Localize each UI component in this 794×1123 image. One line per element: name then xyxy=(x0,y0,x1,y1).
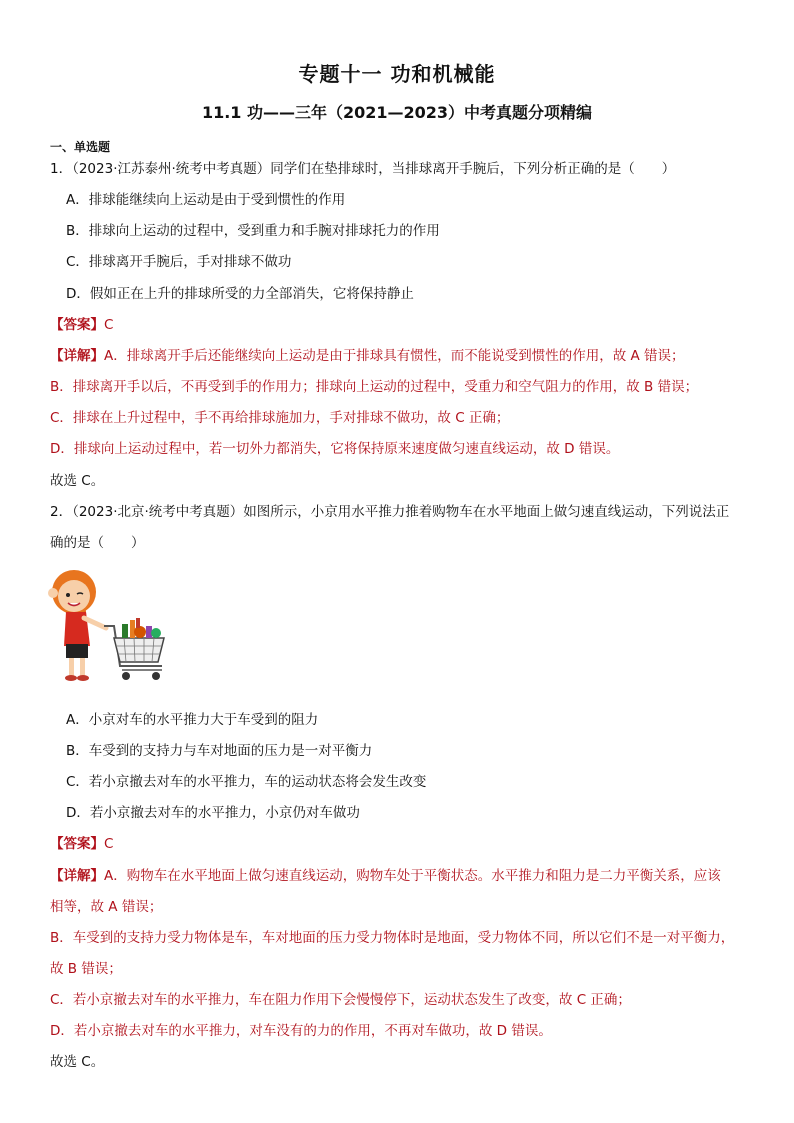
q2-stem-line-1: 2．（2023·北京·统考中考真题）如图所示，小京用水平推力推着购物车在水平地面上做匀速直线运动，下列说法正 xyxy=(50,504,730,520)
detail-text: A．排球离开手后还能继续向上运动是由于排球具有惯性，而不能说受到惯性的作用，故 A 错误； xyxy=(104,348,685,364)
q1-detail-line-1 xyxy=(50,347,685,365)
q2-option-c: C．若小京撤去对车的水平推力，车的运动状态将会发生改变 xyxy=(66,774,427,790)
q2-detail-line-6: D．若小京撤去对车的水平推力，对车没有的力的作用，不再对车做功，故 D 错误。 xyxy=(50,1023,552,1039)
q1-detail-line-3: C．排球在上升过程中，手不再给排球施加力，手对排球不做功，故 C 正确； xyxy=(50,410,510,426)
q1-option-d: D．假如正在上升的排球所受的力全部消失，它将保持静止 xyxy=(66,286,414,302)
answer-value: C xyxy=(104,317,114,333)
q1-option-b: B．排球向上运动的过程中，受到重力和手腕对排球托力的作用 xyxy=(66,223,440,239)
q2-detail-line-5: C．若小京撤去对车的水平推力，车在阻力作用下会慢慢停下，运动状态发生了改变，故 C 正确； xyxy=(50,992,631,1008)
q1-detail-line-4: D．排球向上运动过程中，若一切外力都消失，它将保持原来速度做匀速直线运动，故 D 错误。 xyxy=(50,441,620,457)
q1-answer xyxy=(50,316,113,334)
section-heading: 一、单选题 xyxy=(50,140,111,154)
q2-detail-line-4: 故 B 错误； xyxy=(50,961,122,977)
q2-option-b: B．车受到的支持力与车对地面的压力是一对平衡力 xyxy=(66,743,373,759)
detail-tag: 【详解】 xyxy=(50,348,104,364)
q2-option-d: D．若小京撤去对车的水平推力，小京仍对车做功 xyxy=(66,805,360,821)
girl-shopping-cart-illustration xyxy=(44,566,168,690)
q2-stem-line-2: 确的是（ ） xyxy=(50,535,145,551)
q2-detail-line-2: 相等，故 A 错误； xyxy=(50,899,163,915)
detail-text: A．购物车在水平地面上做匀速直线运动，购物车处于平衡状态。水平推力和阻力是二力平衡关系，应该 xyxy=(104,868,721,884)
q2-detail-line-3: B．车受到的支持力受力物体是车，车对地面的压力受力物体时是地面，受力物体不同，所以它们不是一对平衡力， xyxy=(50,930,735,946)
q2-detail-line-1 xyxy=(50,867,721,885)
q2-conclusion: 故选 C。 xyxy=(50,1054,105,1070)
q2-option-a: A．小京对车的水平推力大于车受到的阻力 xyxy=(66,712,319,728)
answer-tag: 【答案】 xyxy=(50,317,104,333)
detail-tag: 【详解】 xyxy=(50,868,104,884)
q1-stem: 1．（2023·江苏泰州·统考中考真题）同学们在垫排球时，当排球离开手腕后，下列分析正确的是（ ） xyxy=(50,161,676,177)
q1-option-c: C．排球离开手腕后，手对排球不做功 xyxy=(66,254,292,270)
q2-answer xyxy=(50,835,113,853)
q1-detail-line-2: B．排球离开手以后，不再受到手的作用力；排球向上运动的过程中，受重力和空气阻力的作用，故 B 错误； xyxy=(50,379,699,395)
q1-conclusion: 故选 C。 xyxy=(50,473,105,489)
page-subtitle: 11.1 功——三年（2021—2023）中考真题分项精编 xyxy=(201,103,593,122)
q1-option-a: A．排球能继续向上运动是由于受到惯性的作用 xyxy=(66,192,346,208)
answer-tag: 【答案】 xyxy=(50,836,104,852)
answer-value: C xyxy=(104,836,114,852)
page-title: 专题十一 功和机械能 xyxy=(298,62,496,86)
